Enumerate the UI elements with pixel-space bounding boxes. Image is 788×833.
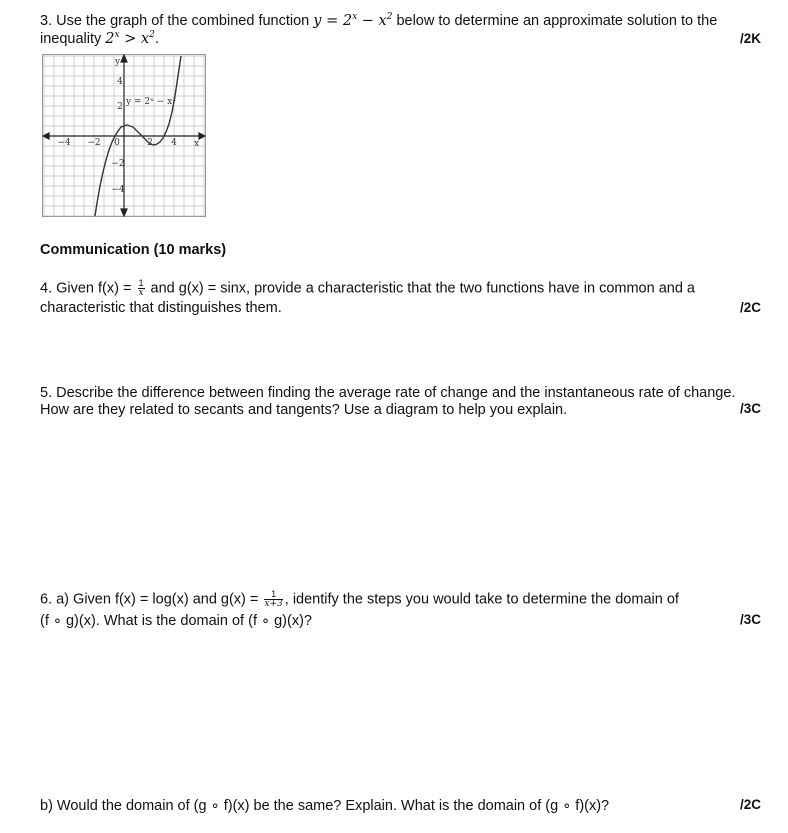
q3-line2: inequality $2^x > x^2$. [40,30,159,47]
q3-line1: 3. Use the graph of the combined function $y = 2^x - x^2$ below to determine an approximate solution to the [40,12,718,29]
x-tick-2: 2 [147,138,153,148]
x-tick-neg2: −2 [87,138,101,148]
q6a-fraction: $\frac{1}{x+3}$ [264,589,283,609]
communication-heading: Communication (10 marks) [40,242,227,258]
q5-marks: /3C [739,401,761,416]
q4-line1: 4. Given f(x) = $\frac{1}{x}$ and g(x) = sinx, provide a characteristic that the two functions have in common and a [40,278,695,298]
y-tick-4: 4 [117,77,123,87]
q6b-line1: b) Would the domain of (g ∘ f)(x) be the same? Explain. What is the domain of (g ∘ f)(x)? [40,798,610,814]
combined-function-graph [42,54,206,217]
q3-marks: /2K [739,31,761,46]
y-tick-neg4: −4 [111,185,125,195]
q6b-marks: /2C [739,797,761,812]
y-tick-2: 2 [117,102,123,112]
q4-line2: characteristic that distinguishes them. [40,300,282,316]
x-tick-0: 0 [114,138,120,148]
q5-line2: How are they related to secants and tangents? Use a diagram to help you explain. [40,402,568,418]
x-tick-4: 4 [171,138,177,148]
curve-label: y = 2ˣ − x² [126,97,176,107]
q4-fraction: $\frac{1}{x}$ [138,278,144,298]
q5-line1: 5. Describe the difference between finding the average rate of change and the instantaneous rate of change. [40,385,736,401]
q6a-line1: 6. a) Given f(x) = log(x) and g(x) = $\frac{1}{x+3}$ , identify the steps you would take to determine the domain of [40,589,679,609]
x-axis-label: x [194,139,200,149]
y-axis-label: y [115,57,121,67]
y-tick-neg2: −2 [111,159,125,169]
x-tick-neg4: −4 [57,138,71,148]
q6a-marks: /3C [739,612,761,627]
q6a-line2: (f ∘ g)(x). What is the domain of (f ∘ g)(x)? [40,613,312,629]
q4-marks: /2C [739,300,761,315]
